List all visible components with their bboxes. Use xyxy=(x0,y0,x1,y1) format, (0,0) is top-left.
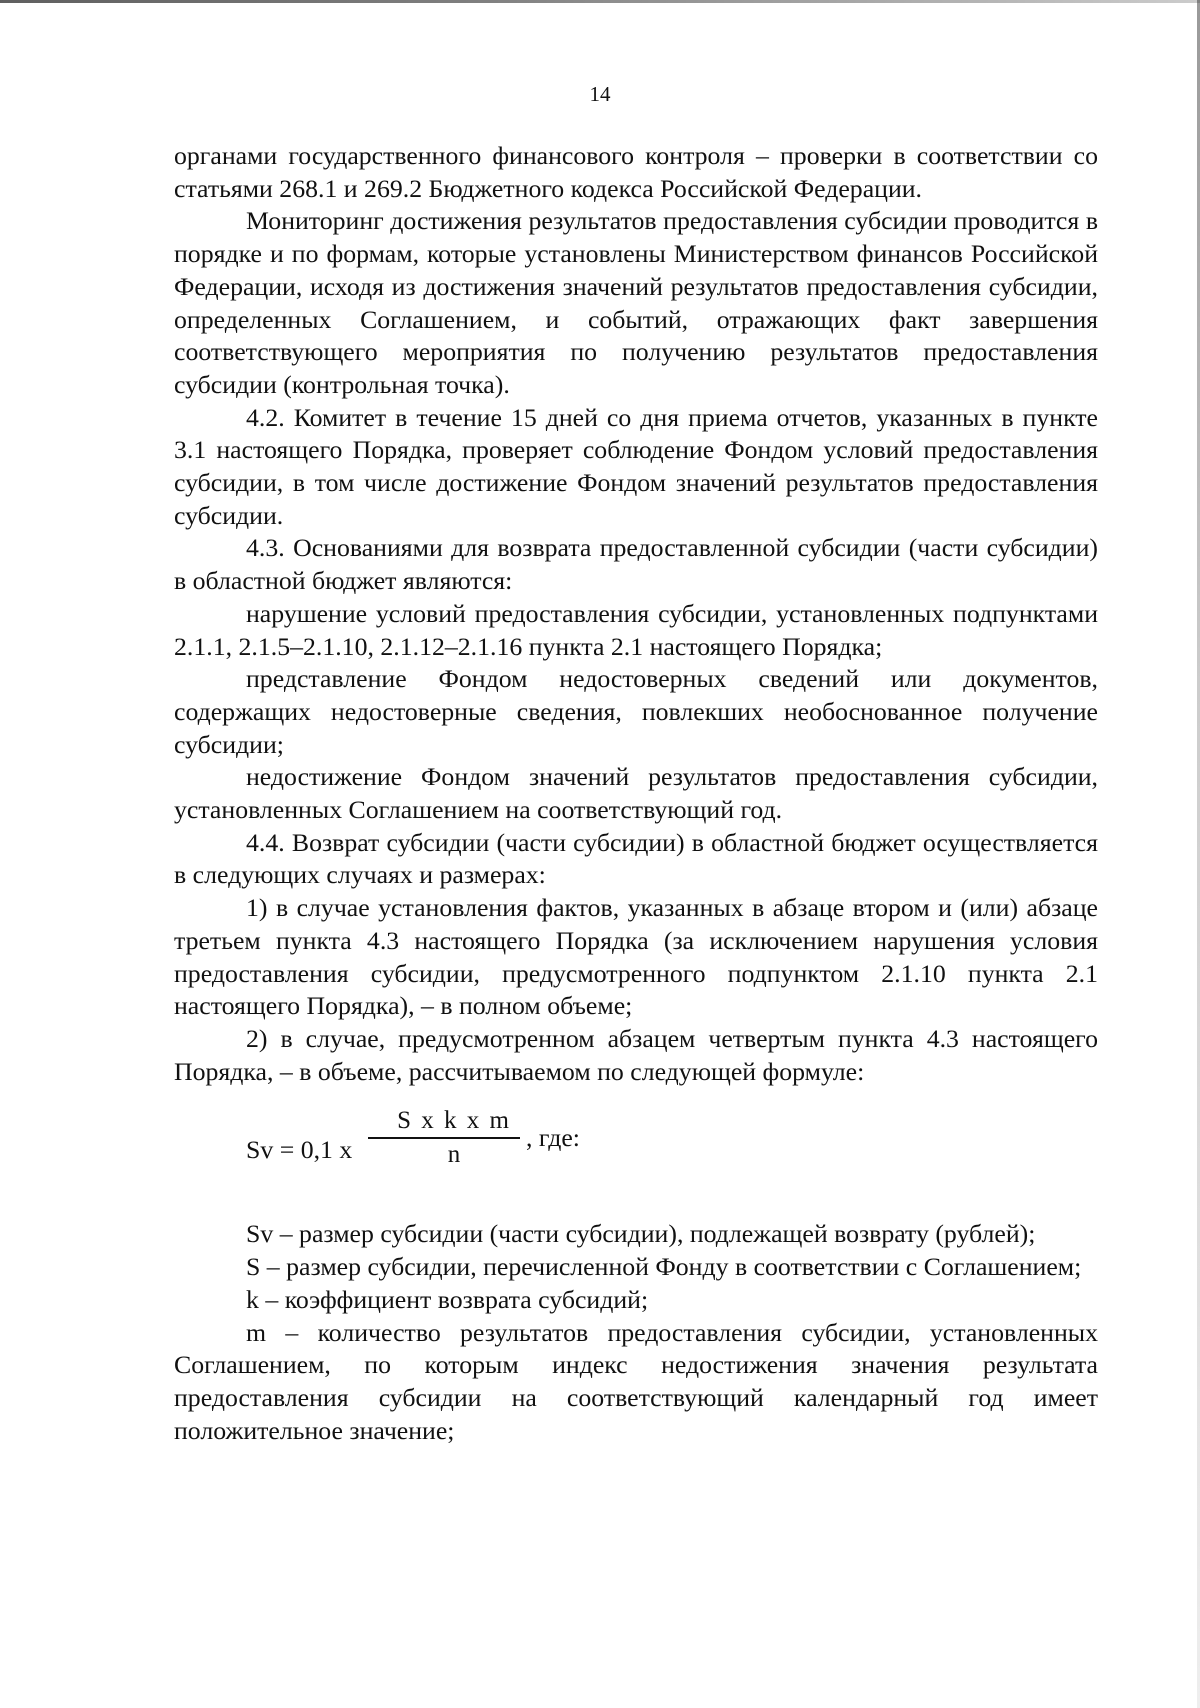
paragraph: Мониторинг достижения результатов предоставления субсидии проводится в порядке и по формам, которые установлены Министерством финансов Российской Федерации, исходя из достижения значений результатов предоставления субсидии, определенных Соглашением, и событий, отражающих факт завершения соответствующего мероприятия по получению результатов предоставления субсидии (контрольная точка). xyxy=(174,206,1098,399)
formula-denominator: n xyxy=(447,1140,461,1168)
page-number: 14 xyxy=(589,82,611,106)
scan-top-edge xyxy=(0,0,1200,3)
paragraph: 1) в случае установления фактов, указанных в абзаце втором и (или) абзаце третьем пункта 4.3 настоящего Порядка (за исключением нарушения условия предоставления субсидии, предусмотренного подпунктом 2.1.10 пункта 2.1 настоящего Порядка), – в полном объеме; xyxy=(174,893,1098,1021)
paragraph: 2) в случае, предусмотренном абзацем четвертым пункта 4.3 настоящего Порядка, – в объеме, рассчитываемом по следующей формуле: xyxy=(174,1023,1098,1086)
paragraph: k – коэффициент возврата субсидий; xyxy=(246,1284,649,1314)
paragraph: недостижение Фондом значений результатов предоставления субсидии, установленных Соглашением на соответствующий год. xyxy=(174,762,1098,825)
paragraph: 4.2. Комитет в течение 15 дней со дня приема отчетов, указанных в пункте 3.1 настоящего Порядка, проверяет соблюдение Фондом условий предоставления субсидии, в том числе достижение Фондом значений результатов предоставления субсидии. xyxy=(174,402,1098,530)
paragraph: S – размер субсидии, перечисленной Фонду в соответствии с Соглашением; xyxy=(246,1252,1082,1282)
paragraph: нарушение условий предоставления субсидии, установленных подпунктами 2.1.1, 2.1.5–2.1.10, 2.1.12–2.1.16 пункта 2.1 настоящего Порядка; xyxy=(174,598,1098,661)
document-body xyxy=(174,140,1098,1447)
formula-lhs: Sv = 0,1 x xyxy=(246,1135,353,1165)
paragraph: органами государственного финансового контроля – проверки в соответствии со статьями 268.1 и 269.2 Бюджетного кодекса Российской Федерации. xyxy=(174,141,1098,203)
paragraph: 4.3. Основаниями для возврата предоставленной субсидии (части субсидии) в областной бюджет являются: xyxy=(174,533,1098,596)
paragraph: 4.4. Возврат субсидии (части субсидии) в областной бюджет осуществляется в следующих случаях и размерах: xyxy=(174,827,1098,890)
formula-suffix: , где: xyxy=(526,1123,580,1153)
return-formula xyxy=(174,1088,1098,1218)
paragraph: Sv – размер субсидии (части субсидии), подлежащей возврату (рублей); xyxy=(246,1219,1036,1249)
formula-numerator: S x k x m xyxy=(397,1107,511,1135)
paragraph: m – количество результатов предоставления субсидии, установленных Соглашением, по которым индекс недостижения значения результата предоставления субсидии на соответствующий календарный год имеет положительное значение; xyxy=(174,1317,1098,1445)
paragraph: представление Фондом недостоверных сведений или документов, содержащих недостоверные сведения, повлекших необоснованное получение субсидии; xyxy=(174,664,1098,759)
formula-fraction xyxy=(368,1106,520,1171)
